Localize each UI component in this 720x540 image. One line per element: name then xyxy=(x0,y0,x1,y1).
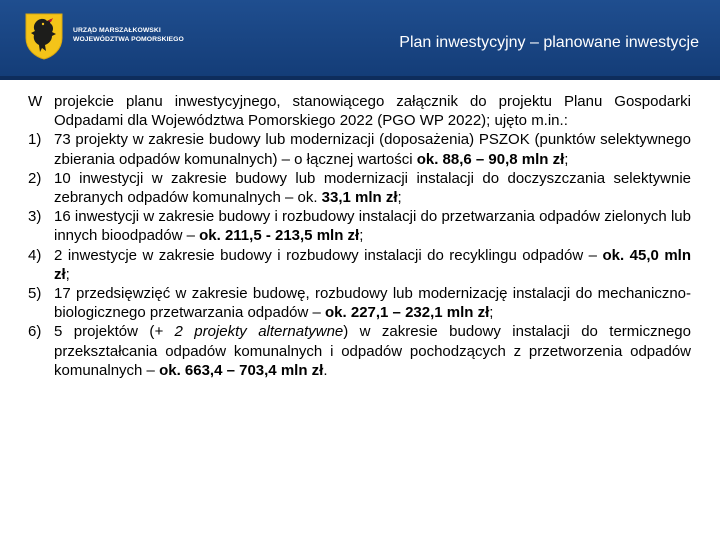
item-italic-note: + 2 projekty alternatywne xyxy=(154,323,344,341)
item-tail: ; xyxy=(564,150,569,168)
list-item-2 xyxy=(28,169,691,207)
logo-text xyxy=(73,27,184,44)
item-text: ) w zakresie budowy instalacji do termicznego przekształcania odpadów komunalnych i odpadów pochodzących z przetworzenia odpadów komunalnych – xyxy=(54,323,691,379)
list-marker: W xyxy=(28,93,43,110)
list-item-5 xyxy=(28,284,691,322)
list-marker: 5) xyxy=(28,285,42,303)
list-item-1 xyxy=(28,130,691,168)
content-list xyxy=(28,92,691,380)
item-tail: ; xyxy=(359,227,364,245)
slide-title: Plan inwestycyjny – planowane inwestycje xyxy=(399,34,699,51)
item-text: 17 przedsięwzięć w zakresie budowę, rozbudowy lub modernizację instalacji do mechaniczno-biologicznego przetwarzania odpadów – xyxy=(54,285,691,322)
item-amount: ok. 663,4 – 703,4 mln zł xyxy=(159,361,324,379)
list-item-6 xyxy=(28,322,691,380)
list-item-4 xyxy=(28,246,691,284)
list-marker: 6) xyxy=(28,323,42,341)
list-item-intro xyxy=(28,92,691,130)
logo-line-2: WOJEWÓDZTWA POMORSKIEGO xyxy=(73,35,184,43)
item-tail: ; xyxy=(397,189,402,207)
item-amount: ok. 227,1 – 232,1 mln zł xyxy=(325,304,490,322)
list-marker: 2) xyxy=(28,169,42,187)
item-tail: ; xyxy=(65,265,70,283)
intro-text: projekcie planu inwestycyjnego, stanowiącego załącznik do projektu Planu Gospodarki Odpadami dla Województwa Pomorskiego 2022 (PGO WP 2022); ujęto m.in.: xyxy=(54,93,691,130)
item-amount: 33,1 mln zł xyxy=(321,189,398,207)
item-text-before: 5 projektów ( xyxy=(54,323,155,341)
item-amount: ok. 45,0 mln zł xyxy=(54,246,691,283)
header-stripe xyxy=(0,76,720,80)
list-marker: 3) xyxy=(28,208,42,226)
griffin-crest-icon xyxy=(24,12,64,60)
item-text: 16 inwestycji w zakresie budowy i rozbudowy instalacji do przetwarzania odpadów zielonych lub innych bioodpadów – xyxy=(54,208,691,245)
item-amount: ok. 88,6 – 90,8 mln zł xyxy=(416,150,565,168)
item-tail: . xyxy=(323,361,328,379)
list-marker: 1) xyxy=(28,131,42,149)
item-text: 73 projekty w zakresie budowy lub modernizacji (doposażenia) PSZOK (punktów selektywnego zbierania odpadów komunalnych) – o łącznej wartości xyxy=(54,131,691,168)
logo xyxy=(24,12,224,64)
item-amount: ok. 211,5 - 213,5 mln zł xyxy=(199,227,360,245)
list-item-3 xyxy=(28,207,691,245)
item-text: 10 inwestycji w zakresie budowy lub modernizacji instalacji do doczyszczania selektywnie zebranych odpadów komunalnych – ok. xyxy=(54,169,691,207)
logo-line-1: URZĄD MARSZAŁKOWSKI xyxy=(73,27,161,34)
item-tail: ; xyxy=(489,304,494,322)
list-marker: 4) xyxy=(28,246,42,264)
item-text: 2 inwestycje w zakresie budowy i rozbudowy instalacji do recyklingu odpadów – xyxy=(54,246,603,264)
